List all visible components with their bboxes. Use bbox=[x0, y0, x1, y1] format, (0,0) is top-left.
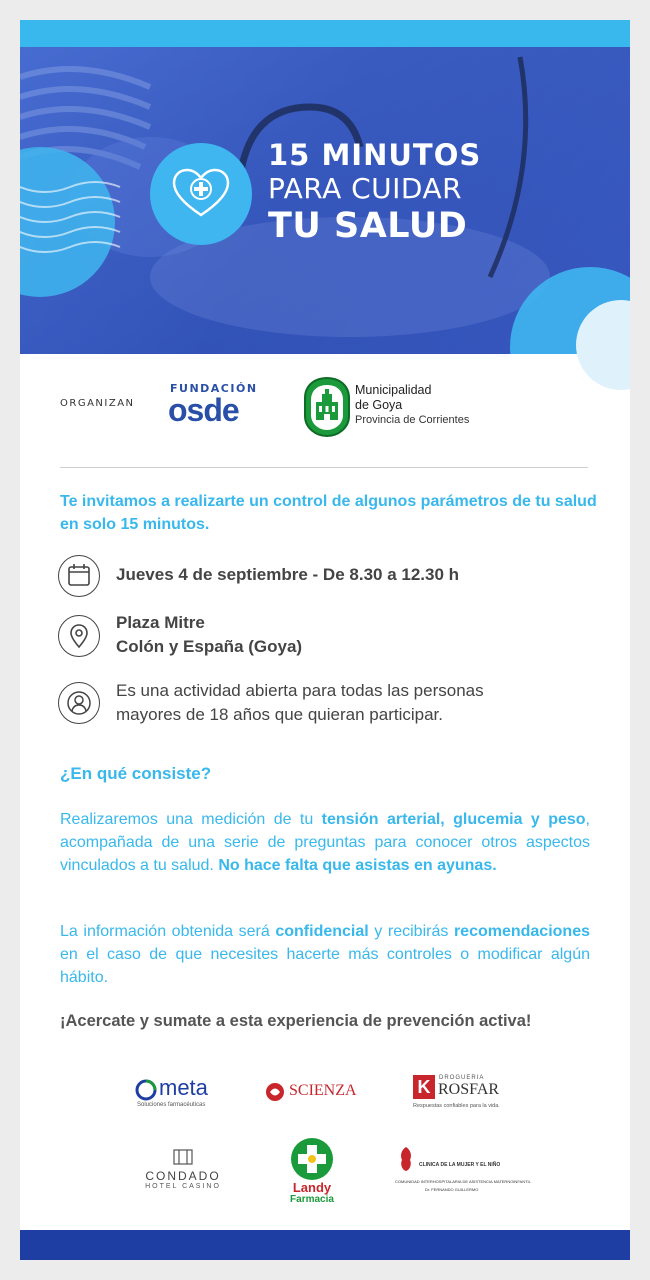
hero-title-line3: TU SALUD bbox=[268, 206, 468, 246]
p1-a: Realizaremos una medición de tu bbox=[60, 811, 322, 828]
condado-monogram-icon bbox=[171, 1147, 195, 1167]
audience-line1: Es una actividad abierta para todas las personas bbox=[116, 681, 484, 700]
calendar-icon bbox=[58, 555, 100, 597]
landy-logo bbox=[282, 1137, 342, 1205]
condado-name: CONDADO bbox=[145, 1169, 221, 1183]
paragraph-confidential bbox=[60, 920, 590, 989]
p2-c: y recibirás bbox=[368, 923, 454, 940]
rosfar-mark-icon: K bbox=[413, 1075, 435, 1099]
municipality-crest-icon bbox=[302, 376, 352, 438]
clinica-line3: Dr. FERNANDO GUILLERMO bbox=[425, 1187, 479, 1192]
top-accent-bar bbox=[20, 20, 630, 47]
p2-e: en el caso de que necesites hacerte más controles o modificar algún hábito. bbox=[60, 946, 590, 986]
event-place-line1: Plaza Mitre bbox=[116, 613, 205, 632]
scienza-mark-icon bbox=[265, 1082, 285, 1102]
meta-name: meta bbox=[159, 1075, 208, 1100]
clinica-mark-icon bbox=[398, 1146, 414, 1172]
clinica-line2: COMUNIDAD INTERHOSPITALARIA DE ASISTENCIA MATERNOINFANTIL bbox=[395, 1179, 531, 1184]
p2-d: recomendaciones bbox=[453, 923, 590, 940]
municipality-line3: Provincia de Corrientes bbox=[355, 414, 470, 426]
municipality-line2: de Goya bbox=[355, 398, 403, 412]
scienza-name: SCIENZA bbox=[289, 1082, 357, 1099]
osde-logo-top: FUNDACIÓN bbox=[170, 382, 258, 395]
closing-text: ¡Acercate y sumate a esta experiencia de prevención activa! bbox=[60, 1012, 532, 1030]
clinica-line1: CLINICA DE LA MUJER Y EL NIÑO bbox=[419, 1162, 501, 1168]
event-date: Jueves 4 de septiembre - De 8.30 a 12.30 h bbox=[116, 565, 460, 584]
p2-a: La información obtenida será bbox=[60, 923, 276, 940]
heart-plus-icon bbox=[150, 143, 252, 245]
person-icon bbox=[58, 682, 100, 724]
p1-d: No hace falta que asistas en ayunas. bbox=[218, 857, 497, 874]
p1-c: , acompañada de una serie de preguntas para conocer otros aspectos vinculados a tu salud. bbox=[60, 811, 590, 874]
section-heading: ¿En qué consiste? bbox=[60, 764, 212, 783]
rosfar-sub: Respuestas confiables para la vida. bbox=[413, 1103, 500, 1109]
flyer-card bbox=[20, 20, 630, 1260]
audience-line2: mayores de 18 años que quieran participar. bbox=[116, 705, 443, 724]
condado-sub: HOTEL CASINO bbox=[145, 1183, 221, 1190]
paragraph-measurements bbox=[60, 808, 590, 877]
event-place-line2: Colón y España (Goya) bbox=[116, 637, 303, 656]
hero-banner bbox=[20, 47, 630, 354]
hero-title-line2: PARA CUIDAR bbox=[268, 172, 463, 205]
location-pin-icon bbox=[58, 615, 100, 657]
municipality-line1: Municipalidad bbox=[355, 383, 432, 397]
municipality-name bbox=[355, 383, 469, 428]
condado-logo bbox=[138, 1147, 228, 1190]
landy-cross-icon bbox=[290, 1137, 334, 1181]
bottom-accent-bar bbox=[20, 1230, 630, 1260]
osde-logo: osde bbox=[168, 392, 239, 428]
hero-title bbox=[268, 138, 481, 246]
landy-sub: Farmacia bbox=[290, 1194, 334, 1205]
heart-badge bbox=[150, 143, 252, 245]
meta-sub: Soluciones farmacéuticas bbox=[137, 1102, 206, 1108]
intro-text: Te invitamos a realizarte un control de algunos parámetros de tu salud en solo 15 minutos. bbox=[60, 493, 597, 533]
p1-b: tensión arterial, glucemia y peso bbox=[321, 811, 586, 828]
rosfar-name: ROSFAR bbox=[438, 1081, 500, 1098]
rosfar-top: DROGUERIA bbox=[439, 1075, 485, 1081]
meta-mark-icon bbox=[135, 1079, 157, 1101]
divider bbox=[60, 467, 588, 468]
organizers-label: ORGANIZAN bbox=[60, 398, 135, 409]
hero-title-line1: 15 MINUTOS bbox=[268, 138, 482, 172]
landy-name: Landy bbox=[292, 1180, 332, 1195]
p2-b: confidencial bbox=[275, 923, 369, 940]
